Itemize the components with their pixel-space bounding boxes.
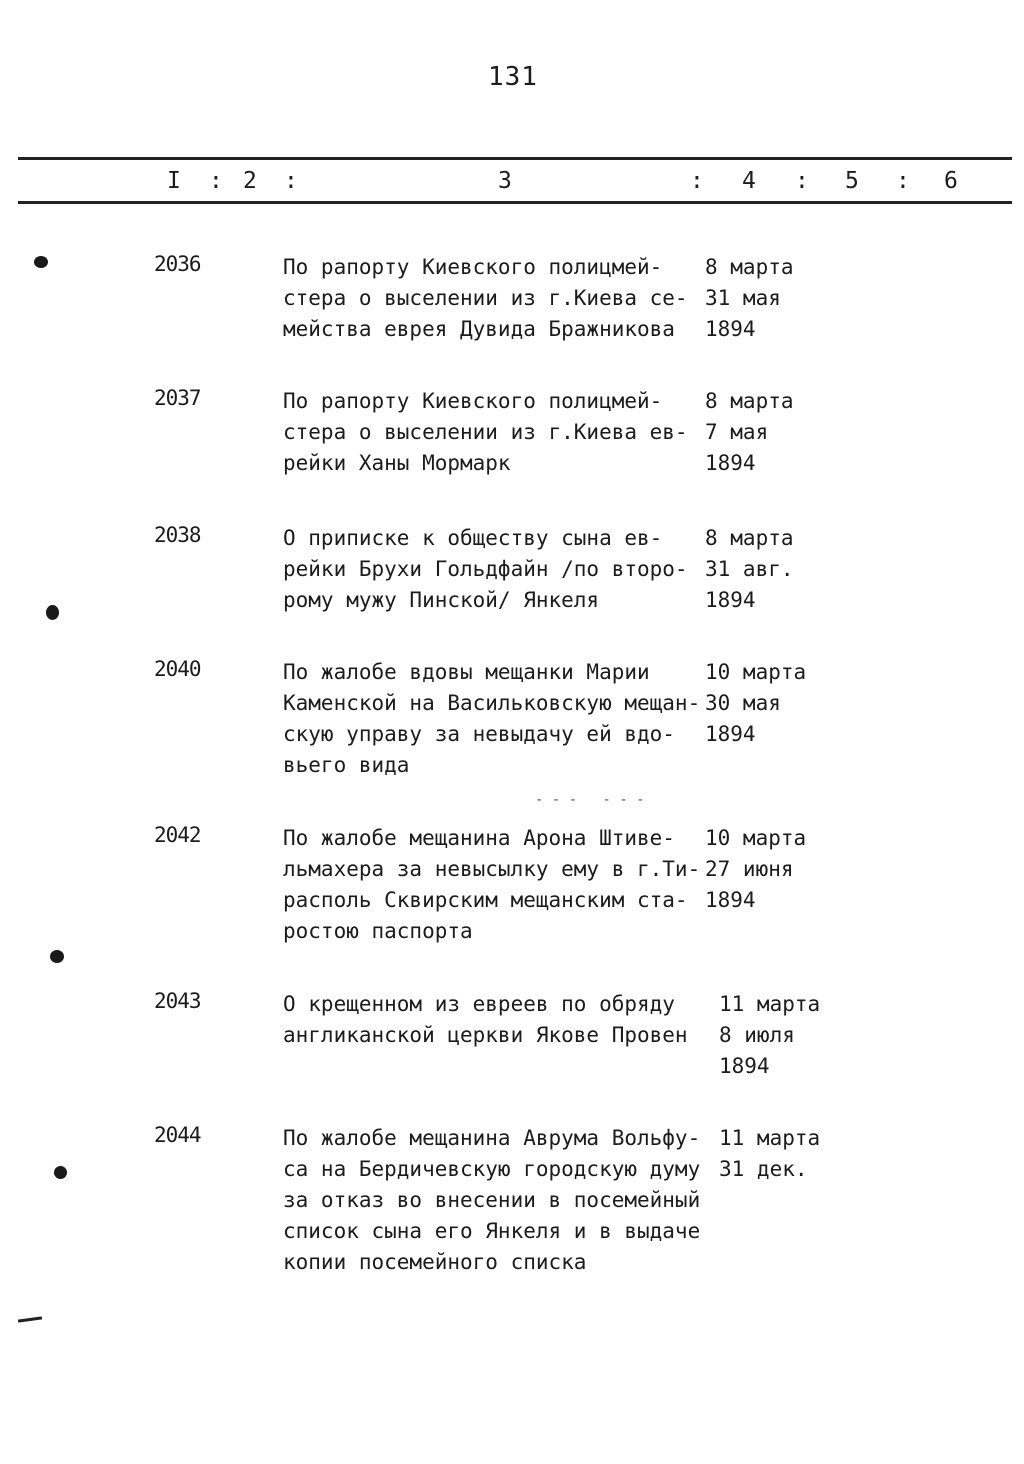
column-header-6: 6 [944, 168, 958, 194]
entry-description: По рапорту Киевского полицмей- стера о выселении из г.Киева ев- рейки Ханы Мормарк [283, 389, 688, 475]
page-number: 131 [488, 62, 538, 92]
binder-hole-mark [54, 1166, 67, 1179]
entry-dates: 10 марта 27 июня 1894 [705, 826, 807, 912]
scan-speck: - - - - - - [535, 792, 645, 808]
entry-description: По жалобе мещанина Арона Штиве- льмахера за невысылку ему в г.Ти- располь Сквирским мещанским ста- ростою паспорта [283, 826, 701, 943]
entry-description: По рапорту Киевского полицмей- стера о выселении из г.Киева се- мейства еврея Дувида Бражникова [283, 255, 688, 341]
table-header-rule-top [18, 157, 1012, 160]
entry-number: 2036 [154, 252, 201, 276]
entry-number: 2038 [154, 523, 201, 547]
column-header-4: 4 [742, 168, 756, 194]
margin-dash-mark [18, 1316, 42, 1322]
column-header-1: I [167, 168, 181, 194]
column-separator: : [795, 168, 809, 194]
entry-dates: 8 марта 31 мая 1894 [705, 255, 794, 341]
column-separator: : [690, 168, 704, 194]
entry-description: По жалобе мещанина Аврума Вольфу- са на Бердичевскую городскую думу за отказ во внесении в посемейный список сына его Янкеля и в выдаче копии посемейного списка [283, 1126, 701, 1274]
column-separator: : [284, 168, 298, 194]
entry-number: 2037 [154, 386, 201, 410]
column-separator: : [896, 168, 910, 194]
entry-description: О крещенном из евреев по обряду англиканской церкви Якове Провен [283, 992, 688, 1047]
entry-dates: 10 марта 30 мая 1894 [705, 660, 807, 746]
column-header-3: 3 [498, 168, 512, 194]
entry-number: 2042 [154, 823, 201, 847]
column-header-2: 2 [243, 168, 257, 194]
column-separator: : [209, 168, 223, 194]
entry-description: О приписке к обществу сына ев- рейки Брухи Гольдфайн /по второ- рому мужу Пинской/ Янкеля [283, 526, 688, 612]
entry-number: 2040 [154, 657, 201, 681]
entry-number: 2044 [154, 1123, 201, 1147]
binder-hole-mark [34, 256, 48, 268]
entry-number: 2043 [154, 989, 201, 1013]
binder-hole-mark [50, 950, 64, 963]
binder-hole-mark [46, 605, 59, 620]
entry-dates: 8 марта 7 мая 1894 [705, 389, 794, 475]
entry-dates: 11 марта 8 июля 1894 [719, 992, 821, 1078]
entry-dates: 11 марта 31 дек. [719, 1126, 821, 1181]
entry-description: По жалобе вдовы мещанки Марии Каменской на Васильковскую мещан- скую управу за невыдачу ей вдо- вьего вида [283, 660, 701, 777]
column-header-5: 5 [845, 168, 859, 194]
table-header-rule-bottom [18, 201, 1012, 204]
entry-dates: 8 марта 31 авг. 1894 [705, 526, 794, 612]
